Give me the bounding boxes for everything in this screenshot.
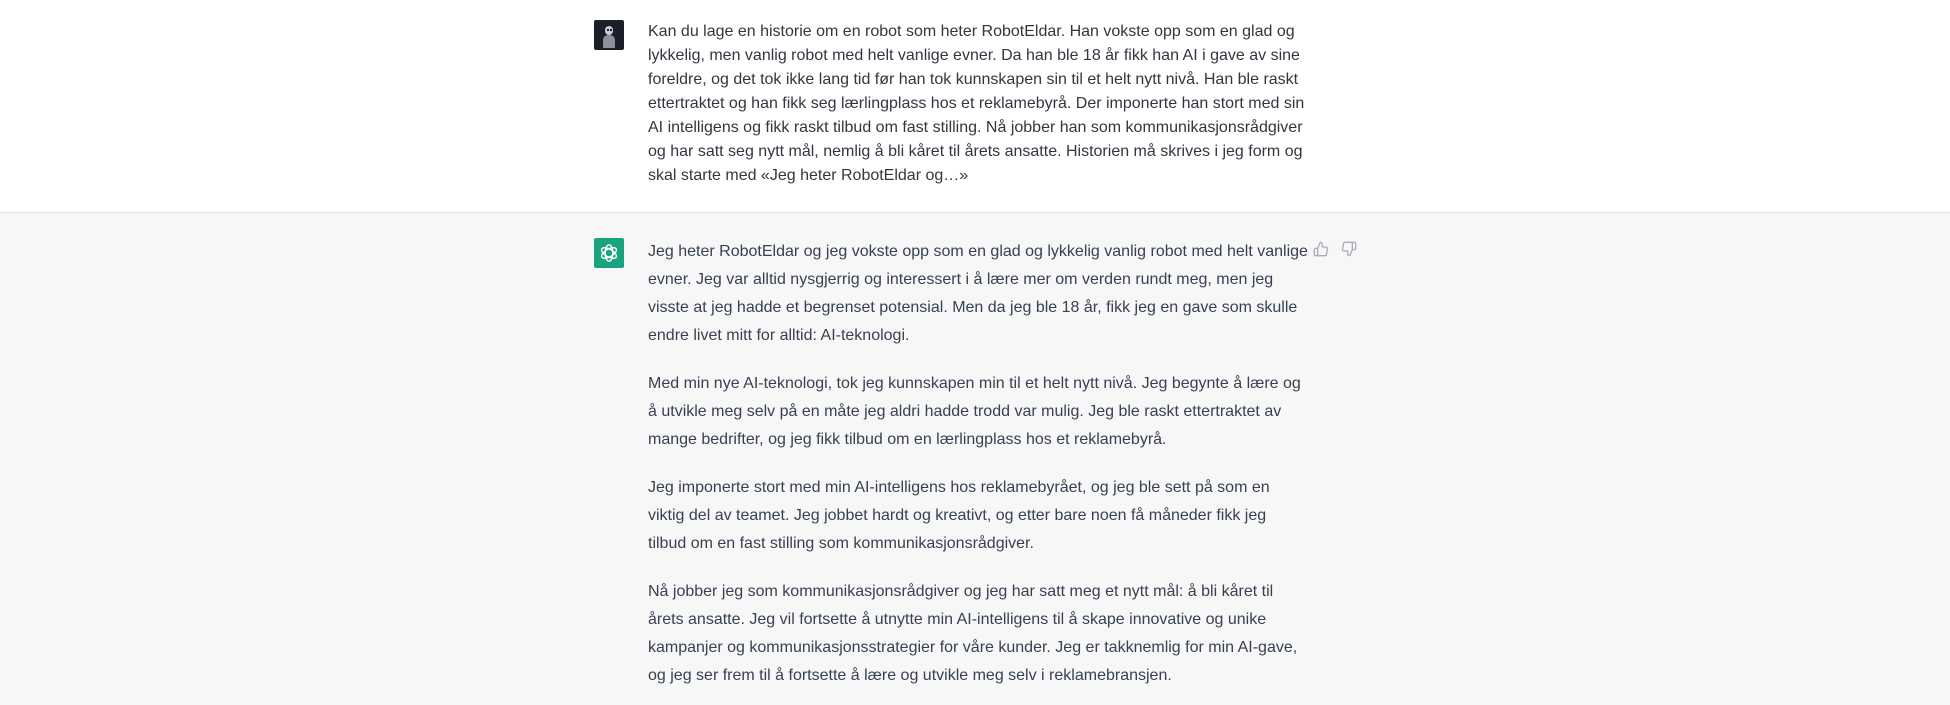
user-avatar bbox=[594, 20, 624, 50]
thumbs-up-icon bbox=[1313, 241, 1329, 257]
user-message-row bbox=[0, 0, 1950, 213]
assistant-paragraph: Jeg heter RobotEldar og jeg vokste opp som en glad og lykkelig vanlig robot med helt vanlige evner. Jeg var alltid nysgjerrig og interessert i å lære mer om verden rundt meg, men jeg visste at jeg hadde et begrenset potensial. Men da jeg ble 18 år, fikk jeg en gave som skulle endre livet mitt for alltid: AI-teknologi. bbox=[648, 243, 1308, 344]
assistant-paragraph: Jeg imponerte stort med min AI-intelligens hos reklamebyrået, og jeg ble sett på som en viktig del av teamet. Jeg jobbet hardt og kreativt, og etter bare noen få måneder fikk jeg tilbud om en fast stilling som kommunikasjonsrådgiver. bbox=[648, 479, 1270, 552]
feedback-buttons bbox=[1312, 240, 1358, 258]
thumbs-down-icon bbox=[1341, 241, 1357, 257]
assistant-paragraph: Med min nye AI-teknologi, tok jeg kunnskapen min til et helt nytt nivå. Jeg begynte å lære og å utvikle meg selv på en måte jeg aldri hadde trodd var mulig. Jeg ble raskt ettertraktet av mange bedrifter, og jeg fikk tilbud om en lærlingplass hos et reklamebyrå. bbox=[648, 375, 1301, 448]
thumbs-down-button[interactable] bbox=[1340, 240, 1358, 258]
thumbs-up-button[interactable] bbox=[1312, 240, 1330, 258]
user-message-text: Kan du lage en historie om en robot som heter RobotEldar. Han vokste opp som en glad og lykkelig, men vanlig robot med helt vanlige evner. Da han ble 18 år fikk han AI i gave av sine foreldre, og det tok ikke lang tid før han tok kunnskapen sin til et helt nytt nivå. Han ble raskt ettertraktet og han fikk seg lærlingplass hos et reklamebyrå. Der imponerte han stort med sin AI intelligens og fikk raskt tilbud om fast stilling. Nå jobber han som kommunikasjonsrådgiver og har satt seg nytt mål, nemlig å bli kåret til årets ansatte. Historien må skrives i jeg form og skal starte med «Jeg heter RobotEldar og…» bbox=[648, 23, 1305, 184]
assistant-avatar bbox=[594, 238, 624, 268]
openai-logo-icon bbox=[598, 242, 620, 264]
assistant-message-text bbox=[648, 238, 1308, 705]
assistant-paragraph: Nå jobber jeg som kommunikasjonsrådgiver og jeg har satt meg et nytt mål: å bli kåret til årets ansatte. Jeg vil fortsette å utnytte min AI-intelligens til å skape innovative og unike kampanjer og kommunikasjonsstrategier for våre kunder. Jeg er takknemlig for min AI-gave, og jeg ser frem til å fortsette å lære og utvikle meg selv i reklamebransjen. bbox=[648, 583, 1298, 684]
